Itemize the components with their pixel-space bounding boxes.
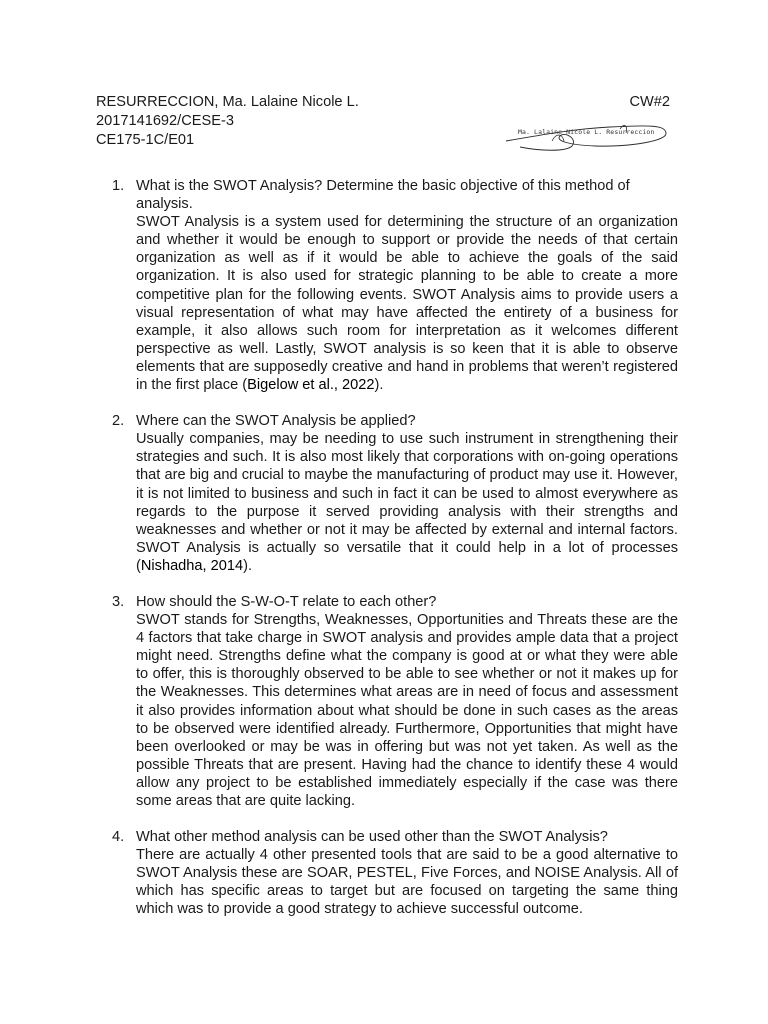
question-text: What other method analysis can be used other than the SWOT Analysis? (136, 829, 608, 846)
classwork-number: CW#2 (629, 94, 670, 110)
citation: Nishadha, 2014 (140, 557, 244, 574)
answer-end: ). (243, 557, 253, 574)
question-text: How should the S-W-O-T relate to each other? (136, 593, 437, 610)
citation: Bigelow et al., 2022 (247, 377, 375, 394)
question-item-3 (96, 593, 678, 810)
course-section: CE175-1C/E01 (96, 132, 195, 148)
question-number: 1. (112, 178, 125, 194)
question-item-4 (96, 828, 678, 918)
question-number: 2. (112, 413, 125, 430)
answer-text: SWOT stands for Strengths, Weaknesses, Opportunities and Threats these are the 4 factors that take charge in SWOT analysis and provides ample data that a project might need. Strengths define what the company is good at or what they were able to offer, this is thoroughly observed to be able to see whether or not it makes up for the Weaknesses. This determines what areas are in need of focus and assessment it also provides information about what should be done in such cases as the areas to be observed were identified already. Furthermore, Opportunities that might have been overlooked or may be was in offering but was not yet taken. As well as the possible Threats that are present. Having had the chance to identify these 4 would allow any project to be established immediately especially if the case was there some areas that are quite lacking. (136, 612, 678, 809)
answer-paragraph (136, 611, 678, 810)
answer-text: SWOT Analysis is a system used for determining the structure of an organization and whether it would be enough to support or provide the needs of that certain organization as well as if it would be able to achieve the goals of the said organization. It is also used for strategic planning to be able to create a more competitive plan for the following events. SWOT Analysis aims to provide users a visual representation of what may have affected the entirety of a business for example, it also allows such room for interpretation as it welcomes different perspective as well. Lastly, SWOT analysis is so keen that it is able to observe elements that are supposedly creative and hand in problems that weren’t registered in the first place ( (136, 214, 678, 394)
student-id-program: 2017141692/CESE-3 (96, 113, 234, 129)
question-number: 4. (112, 829, 125, 846)
answer-text: Usually companies, may be needing to use such instrument in strengthening their strategies and such. It is also most likely that corporations with on-going operations that are big and crucial to maybe the manufacturing of product may use it. However, it is not limited to business and such in fact it can be used to almost everywhere as regards to the purpose it served providing analysis with their strengths and weaknesses and whether or not it may be affected by external and internal factors. SWOT Analysis is actually so versatile that it could help in a lot of processes ( (136, 431, 678, 574)
signature (500, 119, 672, 155)
question-item-1 (96, 177, 678, 394)
answer-paragraph (136, 430, 678, 575)
student-name: RESURRECCION, Ma. Lalaine Nicole L. (96, 94, 359, 110)
signature-printed-name: Ma. Lalaine Nicole L. Resurreccion (518, 128, 655, 136)
question-list (96, 177, 678, 937)
signature-scribble-icon (500, 119, 672, 155)
answer-text: There are actually 4 other presented tools that are said to be a good alternative to SWOT Analysis these are SOAR, PESTEL, Five Forces, and NOISE Analysis. All of which has specific areas to target but are focused on targeting the same thing which was to provide a good strategy to achieve successful outcome. (136, 847, 678, 918)
answer-end: ). (374, 377, 384, 394)
question-text: What is the SWOT Analysis? Determine the basic objective of this method of analysis. (136, 178, 630, 213)
question-item-2 (96, 412, 678, 575)
question-number: 3. (112, 593, 125, 610)
question-text: Where can the SWOT Analysis be applied? (136, 413, 416, 430)
answer-paragraph (136, 846, 678, 918)
answer-paragraph (136, 213, 678, 394)
